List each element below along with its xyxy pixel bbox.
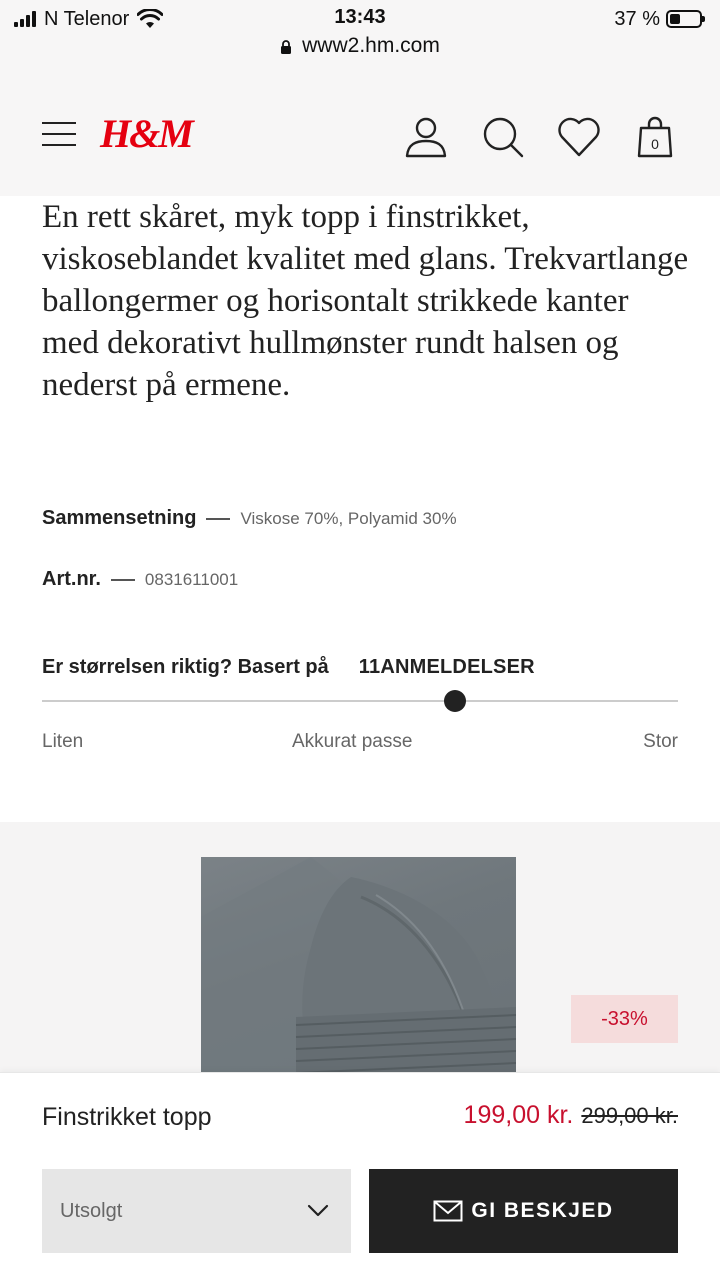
price [464,1101,678,1130]
size-select[interactable] [42,1169,351,1253]
article-number-label: Art.nr. [42,568,101,590]
fit-question-text: Er størrelsen riktig? Basert på [42,656,329,678]
composition-value: Viskose 70%, Polyamid 30% [240,508,457,528]
fit-label-mid: Akkurat passe [292,731,413,752]
composition-row [42,507,457,530]
carrier-name: N Telenor [44,7,130,30]
notify-me-button[interactable] [369,1169,678,1253]
fit-indicator [444,690,466,712]
url-text: www2.hm.com [302,34,440,57]
battery-percent: 37 % [614,7,660,30]
fit-scale [42,700,678,702]
user-icon[interactable] [403,114,449,160]
address-bar[interactable] [0,34,720,58]
size-select-value: Utsolgt [60,1199,123,1222]
status-right [614,6,702,32]
product-gallery[interactable] [0,822,720,1082]
search-icon[interactable] [480,114,526,160]
hm-logo[interactable]: H&M [100,111,192,156]
envelope-icon [433,1200,463,1222]
product-description: En rett skåret, myk topp i finstrikket, viskoseblandet kvalitet med glans. Trekvartlange ballongermer og horisontalt strikkede kanter med dekorativt hullmønster rundt halsen og nederst på ermene. [42,199,689,403]
product-name: Finstrikket topp [42,1103,212,1131]
notify-me-label: GI BESKJED [471,1199,614,1222]
menu-icon[interactable] [42,122,76,146]
article-number-value: 0831611001 [144,569,239,589]
sweater-sleeve-photo [201,857,516,1082]
bag-count: 0 [651,136,659,152]
product-image[interactable] [201,857,516,1082]
divider-dash [206,518,230,520]
discount-badge: -33% [571,995,678,1043]
buy-bar [0,1072,720,1280]
clock: 13:43 [334,6,386,28]
current-price: 199,00 kr. [463,1101,574,1129]
status-bar [0,0,720,72]
battery-fill [670,14,680,24]
battery-icon [666,10,702,28]
chevron-down-icon [307,1204,329,1218]
divider-dash [111,579,135,581]
bag-icon[interactable] [632,114,678,160]
heart-icon[interactable] [556,114,602,160]
old-price: 299,00 kr. [581,1103,678,1128]
fit-label-small: Liten [42,731,84,752]
reviews-link[interactable]: 11ANMELDELSER [358,656,535,678]
fit-label-large: Stor [643,731,678,752]
fit-question [42,656,535,679]
article-number-row [42,568,238,591]
lock-icon [280,40,292,54]
site-header [0,72,720,196]
composition-label: Sammensetning [42,507,197,529]
